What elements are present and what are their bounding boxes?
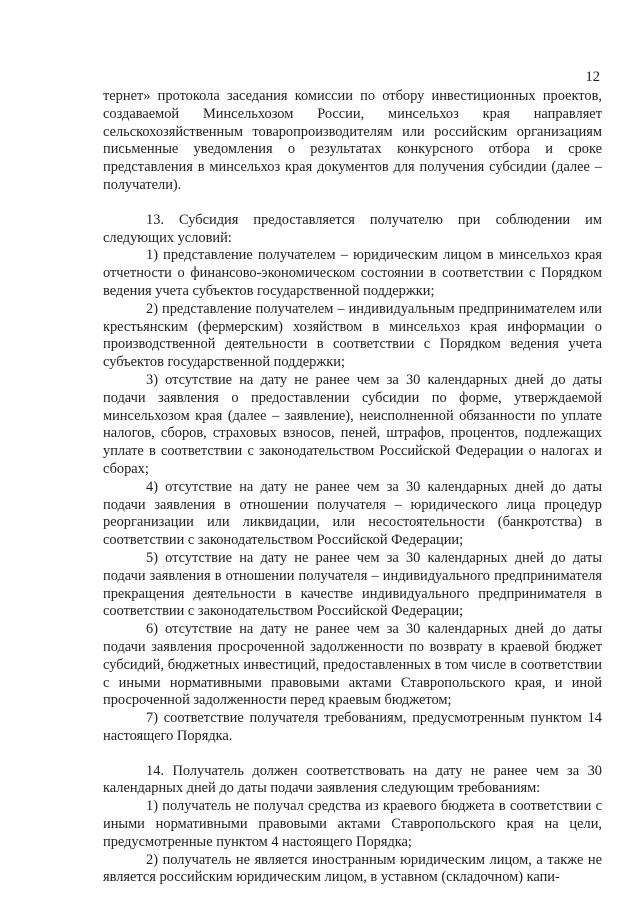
- paragraph-item-13-2: 2) представление получателем – индивидуальным предпринимателем или крестьянским (фермерским) хозяйством в минсельхоз края информации о производственной деятельности в соответствии с Порядком ведения учета субъектов государственной поддержки;: [103, 300, 602, 371]
- paragraph-item-14-1: 1) получатель не получал средства из краевого бюджета в соответствии с иными нормативными правовыми актами Ставропольского края на цели, предусмотренные пунктом 4 настоящего Порядка;: [103, 798, 602, 850]
- paragraph-item-13-1: 1) представление получателем – юридическим лицом в минсельхоз края отчетности о финансово-экономическом состоянии в соответствии с Порядком ведения учета субъектов государственной поддержки;: [103, 247, 602, 299]
- paragraph-item-13-6: 6) отсутствие на дату не ранее чем за 30 календарных дней до даты подачи заявления просроченной задолженности по возврату в краевой бюджет субсидий, бюджетных инвестиций, предоставленных в том числе в соответствии с иными нормативными правовыми актами Ставропольского края, и иной просроченной задолженности перед краевым бюджетом;: [103, 621, 602, 709]
- page-number: 12: [585, 69, 600, 85]
- paragraph-item-13-4: 4) отсутствие на дату не ранее чем за 30 календарных дней до даты подачи заявления в отношении получателя – юридического лица процедур реорганизации или ликвидации, или несостоятельности (банкротства) в соответствии с законодательством Российской Федерации;: [103, 478, 602, 549]
- paragraph-item-13: 13. Субсидия предоставляется получателю при соблюдении им следующих условий:: [103, 211, 602, 246]
- paragraph-item-13-7: 7) соответствие получателя требованиям, предусмотренным пунктом 14 настоящего Порядка.: [103, 710, 602, 744]
- paragraph-item-14-2: 2) получатель не является иностранным юридическим лицом, а также не является российским юридическим лицом, в уставном (складочном) капи-: [103, 851, 602, 886]
- paragraph-continuation: тернет» протокола заседания комиссии по отбору инвестиционных проектов, создаваемой Минсельхозом России, минсельхоз края направляет сельскохозяйственным товаропроизводителям или российским организациям письменные уведомления о результатах конкурсного отбора и сроке представления в минсельхоз края документов для получения субсидии (далее – получатели).: [103, 88, 602, 193]
- paragraph-item-13-5: 5) отсутствие на дату не ранее чем за 30 календарных дней до даты подачи заявления в отношении получателя – индивидуального предпринимателя прекращения деятельности в качестве индивидуального предпринимателя в соответствии с законодательством Российской Федерации;: [103, 549, 602, 620]
- paragraph-item-13-3: 3) отсутствие на дату не ранее чем за 30 календарных дней до даты подачи заявления о предоставлении субсидии по форме, утверждаемой минсельхозом края (далее – заявление), неисполненной обязанности по уплате налогов, сборов, страховых взносов, пеней, штрафов, процентов, подлежащих уплате в соответствии с законодательством Российской Федерации о налогах и сборах;: [103, 371, 602, 477]
- document-body: [103, 88, 602, 887]
- paragraph-item-14: 14. Получатель должен соответствовать на дату не ранее чем за 30 календарных дней до даты подачи заявления следующим требованиям:: [103, 762, 602, 797]
